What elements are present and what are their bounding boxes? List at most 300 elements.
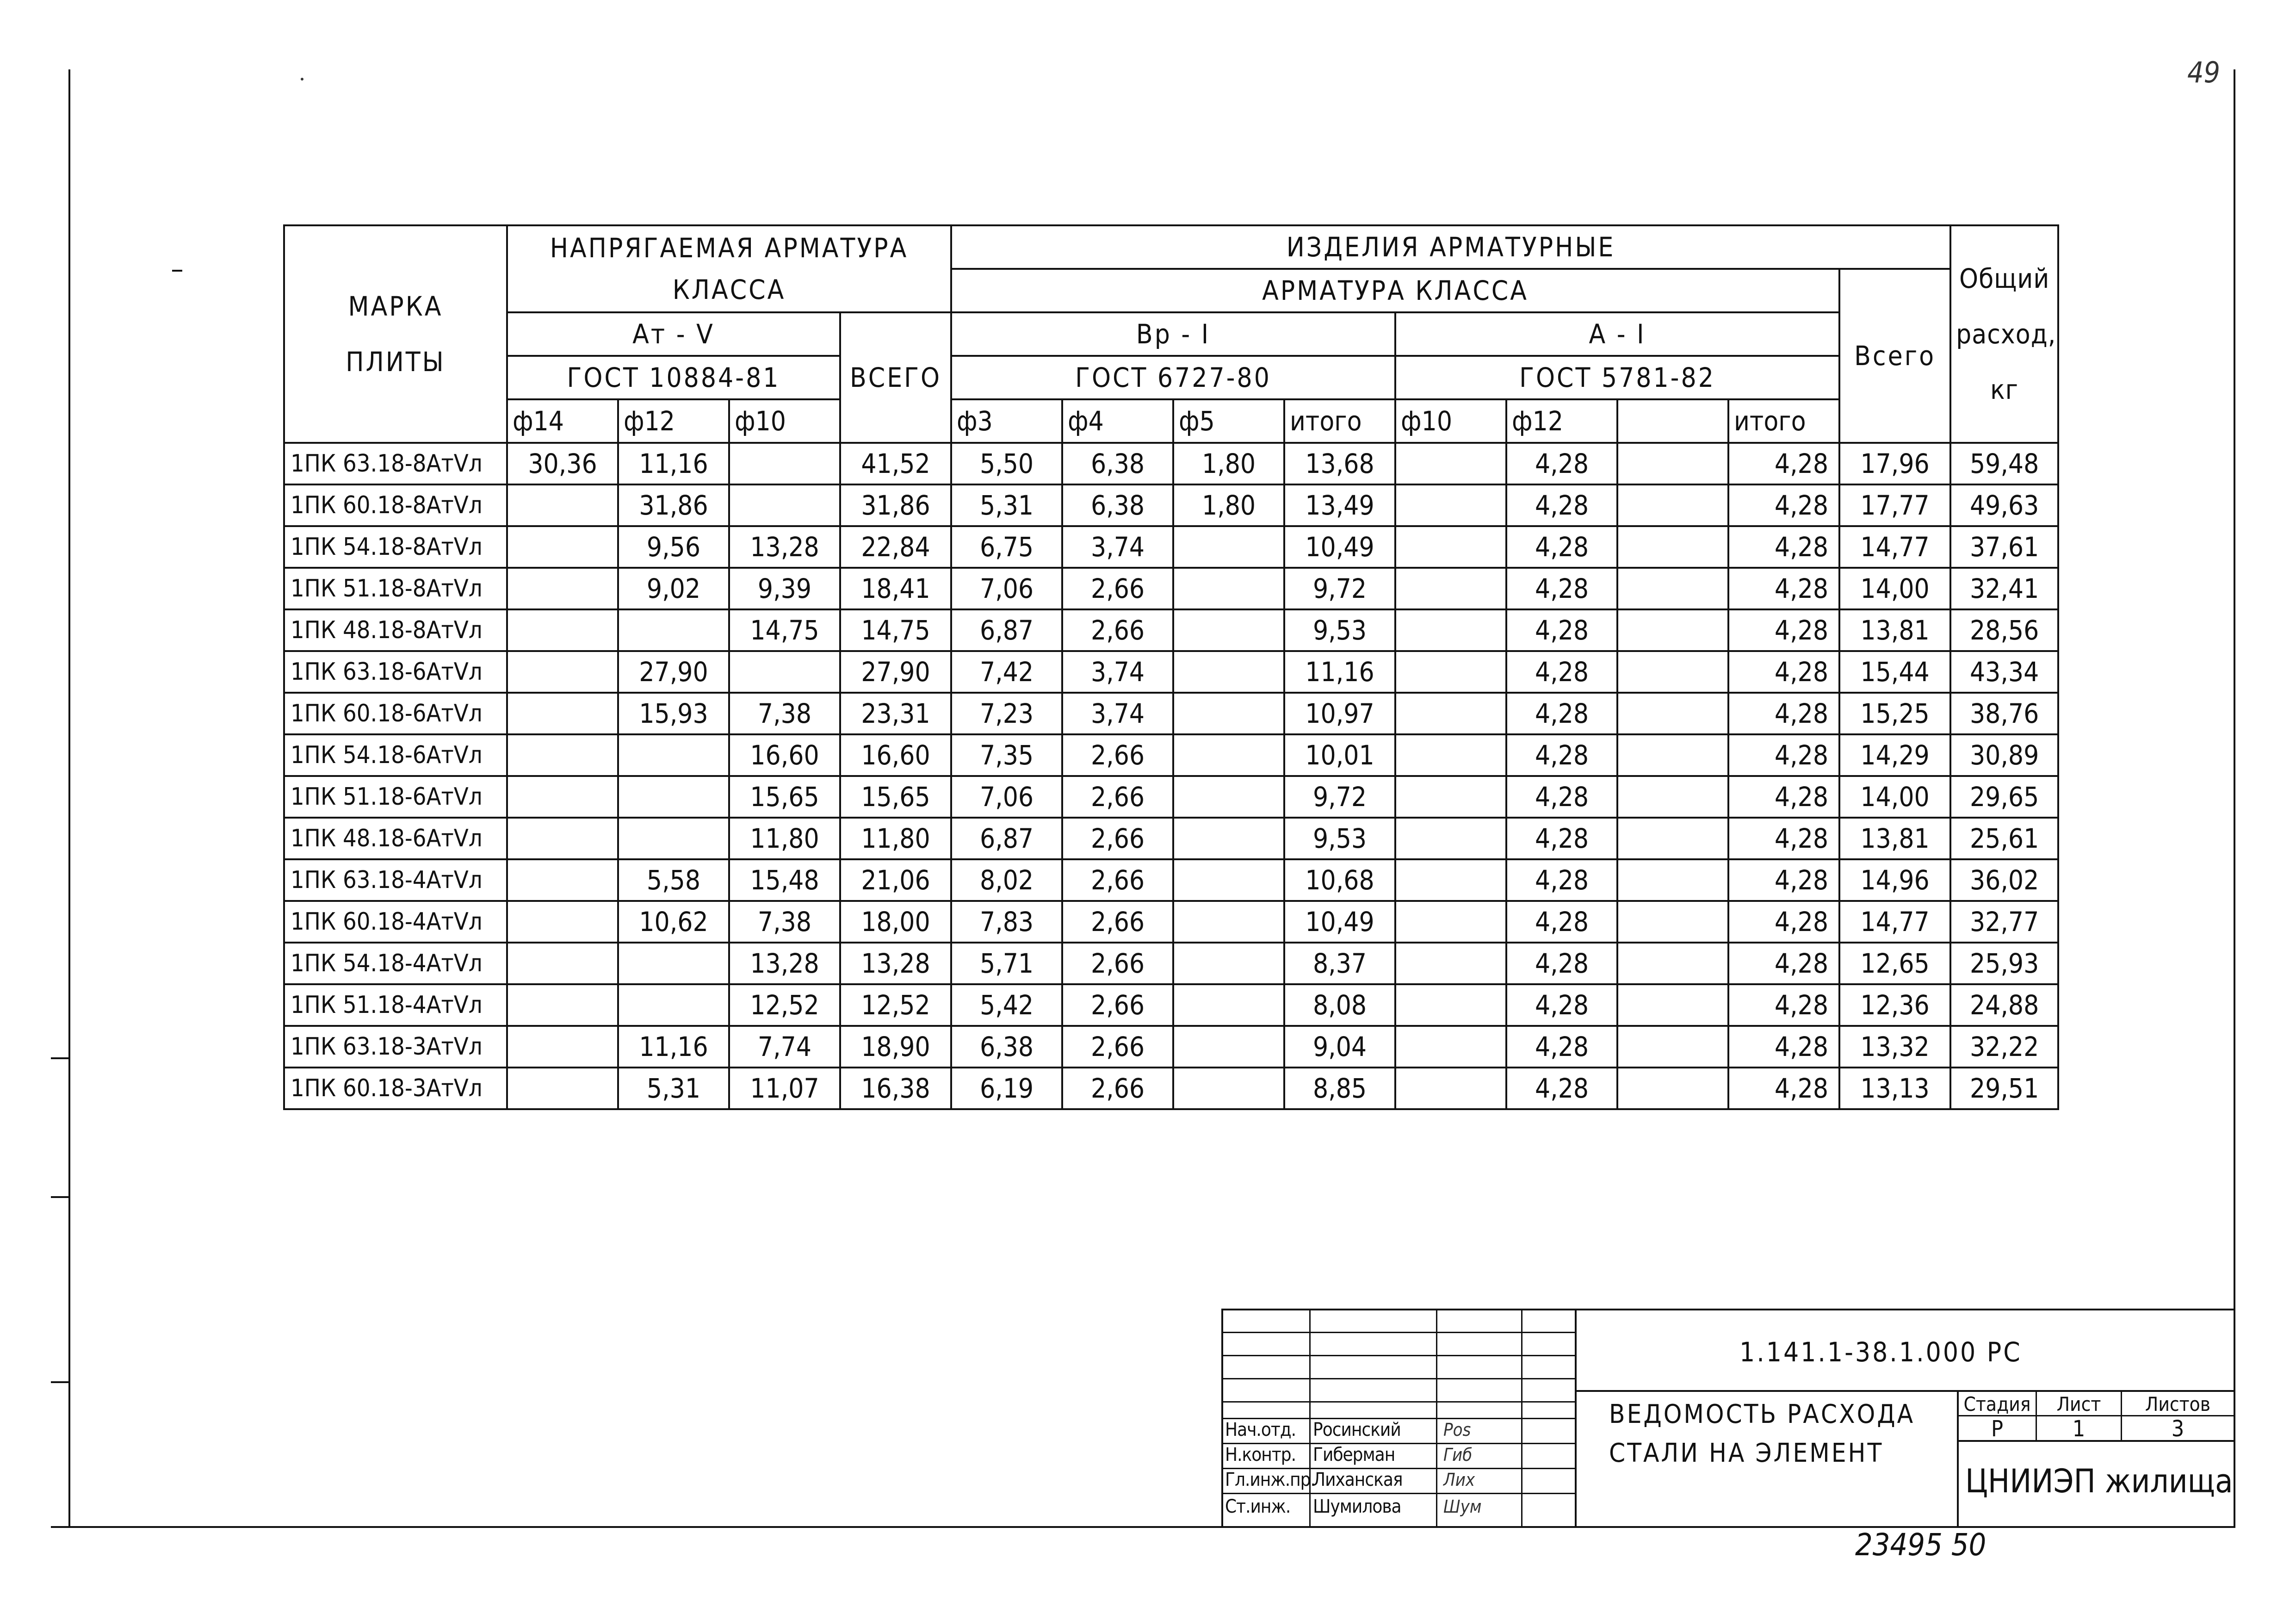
cell-d5 (1173, 1068, 1284, 1109)
cell-d10 (729, 651, 840, 693)
cell-vsego: 13,13 (1839, 1068, 1950, 1109)
cell-a10 (1395, 734, 1506, 776)
cell-d5 (1173, 859, 1284, 901)
cell-total: 16,38 (840, 1068, 951, 1109)
cell-itogo2: 4,28 (1728, 818, 1839, 859)
cell-d14 (507, 526, 618, 568)
cell-d12: 15,93 (618, 693, 729, 734)
signatory-name: Шумилова (1313, 1496, 1401, 1517)
row-mark: 1ПК 60.18-6АтⅤл (284, 693, 507, 734)
cell-total: 18,00 (840, 901, 951, 943)
table-row (284, 609, 2058, 651)
cell-overall: 24,88 (1950, 984, 2058, 1026)
cell-overall: 29,65 (1950, 776, 2058, 818)
cell-d10: 15,48 (729, 859, 840, 901)
col-d5-header: ф5 (1173, 399, 1284, 443)
cell-total: 22,84 (840, 526, 951, 568)
table-row (284, 818, 2058, 859)
cell-d14 (507, 693, 618, 734)
sheets-value: 3 (2171, 1416, 2185, 1442)
cell-a-empty (1617, 568, 1728, 609)
stage-label: Стадия (1963, 1393, 2031, 1415)
cell-a10 (1395, 943, 1506, 984)
cell-total: 14,75 (840, 609, 951, 651)
cell-overall: 25,61 (1950, 818, 2058, 859)
cell-itogo1: 9,53 (1284, 818, 1395, 859)
cell-overall: 29,51 (1950, 1068, 2058, 1109)
cell-d14 (507, 859, 618, 901)
cell-a-empty (1617, 818, 1728, 859)
cell-d4: 2,66 (1062, 859, 1173, 901)
cell-d14 (507, 484, 618, 526)
table-row (284, 568, 2058, 609)
cell-a10 (1395, 859, 1506, 901)
cell-d5 (1173, 693, 1284, 734)
cell-d5 (1173, 526, 1284, 568)
cell-itogo1: 11,16 (1284, 651, 1395, 693)
cell-itogo2: 4,28 (1728, 484, 1839, 526)
cell-d10: 11,07 (729, 1068, 840, 1109)
cell-overall: 32,77 (1950, 901, 2058, 943)
table-row (284, 1068, 2058, 1109)
table-row (284, 901, 2058, 943)
table-row (284, 943, 2058, 984)
cell-d3: 7,06 (951, 568, 1062, 609)
cell-a12: 4,28 (1506, 943, 1617, 984)
cell-itogo1: 8,85 (1284, 1068, 1395, 1109)
cell-itogo2: 4,28 (1728, 901, 1839, 943)
cell-vsego: 17,77 (1839, 484, 1950, 526)
bp-class-header: Bр - Ⅰ (951, 312, 1395, 356)
table-row (284, 526, 2058, 568)
cell-total: 31,86 (840, 484, 951, 526)
cell-a-empty (1617, 609, 1728, 651)
table-row (284, 734, 2058, 776)
cell-itogo1: 8,37 (1284, 943, 1395, 984)
cell-d5 (1173, 609, 1284, 651)
cell-a10 (1395, 443, 1506, 484)
cell-d3: 6,38 (951, 1026, 1062, 1068)
margin-tick (51, 1057, 69, 1059)
inventory-number: 23495 50 (1855, 1527, 1987, 1563)
cell-d4: 2,66 (1062, 1026, 1173, 1068)
cell-a-empty (1617, 984, 1728, 1026)
mark-header-line1: МАРКА (348, 291, 443, 322)
cell-d10: 9,39 (729, 568, 840, 609)
table-row (284, 859, 2058, 901)
cell-vsego: 12,36 (1839, 984, 1950, 1026)
at-class-header: Ат - Ⅴ (507, 312, 840, 356)
overall-header-line2: расход, (1956, 318, 2056, 350)
cell-total: 27,90 (840, 651, 951, 693)
cell-overall: 32,22 (1950, 1026, 2058, 1068)
cell-d10: 12,52 (729, 984, 840, 1026)
overall-header (1950, 225, 2058, 443)
cell-a-empty (1617, 734, 1728, 776)
cell-overall: 30,89 (1950, 734, 2058, 776)
cell-a12: 4,28 (1506, 693, 1617, 734)
cell-d4: 2,66 (1062, 901, 1173, 943)
cell-a12: 4,28 (1506, 734, 1617, 776)
cell-d10: 7,38 (729, 693, 840, 734)
cell-d4: 2,66 (1062, 776, 1173, 818)
cell-itogo1: 10,01 (1284, 734, 1395, 776)
prestressed-header (507, 225, 951, 312)
cell-a10 (1395, 776, 1506, 818)
cell-d14 (507, 1026, 618, 1068)
cell-total: 12,52 (840, 984, 951, 1026)
cell-itogo2: 4,28 (1728, 443, 1839, 484)
cell-d14 (507, 776, 618, 818)
title-block-row-line (1221, 1401, 1576, 1403)
row-mark: 1ПК 63.18-6АтⅤл (284, 651, 507, 693)
cell-a-empty (1617, 484, 1728, 526)
cell-d14 (507, 818, 618, 859)
cell-d4: 2,66 (1062, 818, 1173, 859)
sheets-label: Листов (2145, 1393, 2211, 1415)
prestressed-header-line1: НАПРЯГАЕМАЯ АРМАТУРА (550, 232, 909, 264)
cell-a10 (1395, 526, 1506, 568)
cell-d3: 6,19 (951, 1068, 1062, 1109)
cell-a12: 4,28 (1506, 651, 1617, 693)
title-block-top-line (1221, 1309, 2235, 1310)
cell-total: 18,41 (840, 568, 951, 609)
col-a10-header: ф10 (1395, 399, 1506, 443)
col-d10-header: ф10 (729, 399, 840, 443)
cell-a-empty (1617, 526, 1728, 568)
cell-d3: 7,42 (951, 651, 1062, 693)
cell-overall: 38,76 (1950, 693, 2058, 734)
cell-total: 15,65 (840, 776, 951, 818)
cell-d10: 15,65 (729, 776, 840, 818)
cell-d12 (618, 943, 729, 984)
document-code: 1.141.1-38.1.000 РС (1739, 1336, 2022, 1368)
title-block-code-line (1575, 1390, 2235, 1392)
cell-d14 (507, 984, 618, 1026)
cell-d12: 9,56 (618, 526, 729, 568)
cell-a12: 4,28 (1506, 609, 1617, 651)
frame-left-border (68, 69, 70, 1527)
cell-d5 (1173, 568, 1284, 609)
cell-itogo2: 4,28 (1728, 984, 1839, 1026)
cell-d3: 7,35 (951, 734, 1062, 776)
cell-vsego: 13,32 (1839, 1026, 1950, 1068)
cell-itogo1: 9,72 (1284, 776, 1395, 818)
cell-itogo1: 9,04 (1284, 1026, 1395, 1068)
cell-d3: 7,83 (951, 901, 1062, 943)
margin-tick (51, 1196, 69, 1198)
row-mark: 1ПК 48.18-6АтⅤл (284, 818, 507, 859)
title-block-row-line (1221, 1378, 1576, 1379)
cell-vsego: 14,77 (1839, 526, 1950, 568)
cell-overall: 59,48 (1950, 443, 2058, 484)
overall-header-line1: Общий (1959, 263, 2050, 294)
cell-d14 (507, 1068, 618, 1109)
cell-vsego: 13,81 (1839, 818, 1950, 859)
cell-d10: 14,75 (729, 609, 840, 651)
cell-d10: 16,60 (729, 734, 840, 776)
cell-vsego: 14,00 (1839, 568, 1950, 609)
cell-d5 (1173, 818, 1284, 859)
cell-a10 (1395, 1068, 1506, 1109)
cell-itogo2: 4,28 (1728, 526, 1839, 568)
row-mark: 1ПК 60.18-4АтⅤл (284, 901, 507, 943)
cell-d10: 7,38 (729, 901, 840, 943)
signature-image: Шум (1443, 1496, 1482, 1517)
cell-d5 (1173, 943, 1284, 984)
cell-overall: 32,41 (1950, 568, 2058, 609)
cell-a-empty (1617, 443, 1728, 484)
cell-d3: 8,02 (951, 859, 1062, 901)
cell-itogo1: 9,53 (1284, 609, 1395, 651)
cell-d10 (729, 443, 840, 484)
cell-a10 (1395, 484, 1506, 526)
mark-header (284, 225, 507, 443)
sheet-label: Лист (2056, 1393, 2101, 1415)
cell-d12: 11,16 (618, 443, 729, 484)
cell-d12 (618, 818, 729, 859)
cell-d4: 2,66 (1062, 609, 1173, 651)
cell-a-empty (1617, 1026, 1728, 1068)
cell-a12: 4,28 (1506, 484, 1617, 526)
cell-d3: 7,23 (951, 693, 1062, 734)
table-row (284, 443, 2058, 484)
cell-a10 (1395, 568, 1506, 609)
page-number: 49 (2187, 56, 2220, 89)
cell-a12: 4,28 (1506, 568, 1617, 609)
cell-itogo2: 4,28 (1728, 776, 1839, 818)
cell-d4: 3,74 (1062, 526, 1173, 568)
cell-itogo1: 8,08 (1284, 984, 1395, 1026)
row-mark: 1ПК 51.18-8АтⅤл (284, 568, 507, 609)
table-row (284, 776, 2058, 818)
cell-a-empty (1617, 693, 1728, 734)
document-title-line2: СТАЛИ НА ЭЛЕМЕНТ (1609, 1438, 1884, 1468)
title-block-row-line (1221, 1355, 1576, 1356)
signatory-role: Нач.отд. (1225, 1419, 1296, 1440)
stray-mark (301, 78, 303, 81)
document-title-line1: ВЕДОМОСТЬ РАСХОДА (1609, 1399, 1915, 1429)
margin-tick (51, 1381, 69, 1383)
cell-d14 (507, 734, 618, 776)
cell-d4: 2,66 (1062, 984, 1173, 1026)
cell-d14 (507, 568, 618, 609)
cell-itogo2: 4,28 (1728, 859, 1839, 901)
cell-a-empty (1617, 1068, 1728, 1109)
cell-itogo1: 13,68 (1284, 443, 1395, 484)
cell-a12: 4,28 (1506, 1026, 1617, 1068)
cell-d4: 2,66 (1062, 943, 1173, 984)
row-mark: 1ПК 63.18-3АтⅤл (284, 1026, 507, 1068)
cell-d5 (1173, 651, 1284, 693)
cell-a12: 4,28 (1506, 984, 1617, 1026)
rebar-class-header: АРМАТУРА КЛАССА (951, 269, 1839, 312)
cell-itogo1: 9,72 (1284, 568, 1395, 609)
cell-d4: 6,38 (1062, 443, 1173, 484)
cell-d3: 6,87 (951, 609, 1062, 651)
cell-d12: 5,31 (618, 1068, 729, 1109)
cell-d3: 7,06 (951, 776, 1062, 818)
cell-total: 21,06 (840, 859, 951, 901)
cell-d5 (1173, 984, 1284, 1026)
cell-a10 (1395, 901, 1506, 943)
row-mark: 1ПК 54.18-8АтⅤл (284, 526, 507, 568)
row-mark: 1ПК 51.18-4АтⅤл (284, 984, 507, 1026)
a-gost-header: ГОСТ 5781-82 (1395, 356, 1839, 399)
cell-d3: 5,50 (951, 443, 1062, 484)
cell-a10 (1395, 984, 1506, 1026)
cell-d12: 10,62 (618, 901, 729, 943)
cell-vsego: 14,77 (1839, 901, 1950, 943)
cell-d4: 2,66 (1062, 734, 1173, 776)
sheet-value: 1 (2072, 1416, 2086, 1442)
title-block-row-line (1221, 1332, 1576, 1333)
row-mark: 1ПК 63.18-8АтⅤл (284, 443, 507, 484)
bp-gost-header: ГОСТ 6727-80 (951, 356, 1395, 399)
cell-overall: 37,61 (1950, 526, 2058, 568)
cell-d5 (1173, 776, 1284, 818)
cell-d4: 3,74 (1062, 693, 1173, 734)
cell-a12: 4,28 (1506, 1068, 1617, 1109)
cell-vsego: 13,81 (1839, 609, 1950, 651)
cell-d12 (618, 734, 729, 776)
row-mark: 1ПК 54.18-4АтⅤл (284, 943, 507, 984)
cell-a-empty (1617, 943, 1728, 984)
cell-d4: 3,74 (1062, 651, 1173, 693)
cell-d12: 9,02 (618, 568, 729, 609)
table-row (284, 693, 2058, 734)
row-mark: 1ПК 51.18-6АтⅤл (284, 776, 507, 818)
mark-header-line2: ПЛИТЫ (346, 346, 446, 378)
col-d12-header: ф12 (618, 399, 729, 443)
col-d14-header: ф14 (507, 399, 618, 443)
organization-name: ЦНИИЭП жилища (1965, 1462, 2233, 1500)
cell-a10 (1395, 693, 1506, 734)
cell-d4: 6,38 (1062, 484, 1173, 526)
cell-d3: 6,87 (951, 818, 1062, 859)
total2-header: Всего (1839, 269, 1950, 443)
table-row (284, 651, 2058, 693)
cell-d12 (618, 984, 729, 1026)
cell-d3: 5,42 (951, 984, 1062, 1026)
signatory-role: Ст.инж. (1225, 1496, 1291, 1517)
cell-itogo1: 10,68 (1284, 859, 1395, 901)
cell-d5 (1173, 734, 1284, 776)
cell-d4: 2,66 (1062, 1068, 1173, 1109)
row-mark: 1ПК 63.18-4АтⅤл (284, 859, 507, 901)
cell-vsego: 14,29 (1839, 734, 1950, 776)
cell-d10: 13,28 (729, 526, 840, 568)
signatory-name: Росинский (1313, 1419, 1401, 1440)
cell-d12 (618, 776, 729, 818)
cell-overall: 43,34 (1950, 651, 2058, 693)
cell-itogo2: 4,28 (1728, 734, 1839, 776)
cell-d12: 31,86 (618, 484, 729, 526)
a-class-header: А - Ⅰ (1395, 312, 1839, 356)
cell-d12: 11,16 (618, 1026, 729, 1068)
cell-d3: 5,31 (951, 484, 1062, 526)
cell-vsego: 14,96 (1839, 859, 1950, 901)
cell-total: 13,28 (840, 943, 951, 984)
col-d4-header: ф4 (1062, 399, 1173, 443)
cell-d12 (618, 609, 729, 651)
row-mark: 1ПК 54.18-6АтⅤл (284, 734, 507, 776)
cell-total: 11,80 (840, 818, 951, 859)
col-itogo1-header: итого (1284, 399, 1395, 443)
row-mark: 1ПК 60.18-3АтⅤл (284, 1068, 507, 1109)
cell-a10 (1395, 1026, 1506, 1068)
table-row (284, 984, 2058, 1026)
stage-value: Р (1991, 1416, 2004, 1442)
cell-a12: 4,28 (1506, 818, 1617, 859)
cell-d14: 30,36 (507, 443, 618, 484)
cell-d14 (507, 943, 618, 984)
table-row (284, 484, 2058, 526)
cell-overall: 49,63 (1950, 484, 2058, 526)
cell-a10 (1395, 818, 1506, 859)
signatory-role: Гл.инж.пр. (1225, 1469, 1315, 1490)
cell-vsego: 17,96 (1839, 443, 1950, 484)
table-body (284, 443, 2058, 1109)
cell-total: 18,90 (840, 1026, 951, 1068)
cell-d10 (729, 484, 840, 526)
cell-d5 (1173, 1026, 1284, 1068)
cell-d12: 27,90 (618, 651, 729, 693)
cell-a10 (1395, 651, 1506, 693)
cell-overall: 36,02 (1950, 859, 2058, 901)
cell-d10: 13,28 (729, 943, 840, 984)
cell-itogo2: 4,28 (1728, 1068, 1839, 1109)
cell-a12: 4,28 (1506, 443, 1617, 484)
prestressed-header-line2: КЛАССА (672, 274, 786, 305)
cell-overall: 25,93 (1950, 943, 2058, 984)
document-title (1609, 1395, 1915, 1473)
cell-itogo2: 4,28 (1728, 1026, 1839, 1068)
col-a-empty-header (1617, 399, 1728, 443)
cell-total: 23,31 (840, 693, 951, 734)
cell-d14 (507, 651, 618, 693)
cell-a10 (1395, 609, 1506, 651)
signature-image: Лих (1443, 1470, 1475, 1490)
cell-d5: 1,80 (1173, 484, 1284, 526)
cell-d10: 7,74 (729, 1026, 840, 1068)
cell-d3: 5,71 (951, 943, 1062, 984)
cell-d3: 6,75 (951, 526, 1062, 568)
signature-image: Гиб (1443, 1445, 1473, 1465)
cell-a-empty (1617, 776, 1728, 818)
col-d3-header: ф3 (951, 399, 1062, 443)
cell-a12: 4,28 (1506, 526, 1617, 568)
cell-d12: 5,58 (618, 859, 729, 901)
steel-consumption-table (283, 224, 2059, 1110)
cell-itogo1: 10,49 (1284, 901, 1395, 943)
col-itogo2-header: итого (1728, 399, 1839, 443)
row-mark: 1ПК 48.18-8АтⅤл (284, 609, 507, 651)
cell-total: 16,60 (840, 734, 951, 776)
signature-image: Pos (1443, 1420, 1471, 1440)
overall-header-line3: кг (1990, 374, 2019, 405)
cell-itogo2: 4,28 (1728, 943, 1839, 984)
cell-total: 41,52 (840, 443, 951, 484)
cell-d10: 11,80 (729, 818, 840, 859)
products-header: ИЗДЕЛИЯ АРМАТУРНЫЕ (951, 225, 1950, 269)
total-header: ВСЕГО (840, 312, 951, 443)
at-gost-header: ГОСТ 10884-81 (507, 356, 840, 399)
cell-itogo2: 4,28 (1728, 609, 1839, 651)
table-row (284, 1026, 2058, 1068)
cell-vsego: 15,44 (1839, 651, 1950, 693)
cell-d5: 1,80 (1173, 443, 1284, 484)
